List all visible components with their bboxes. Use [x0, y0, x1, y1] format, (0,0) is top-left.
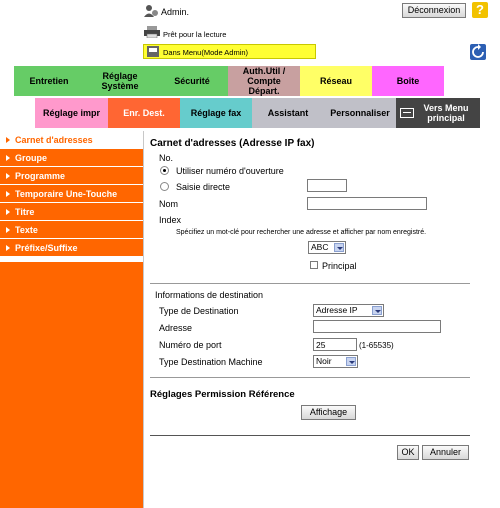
- direct-input-label: Saisie directe: [176, 182, 231, 192]
- port-range: (1-65535): [359, 341, 394, 350]
- tab-reglage-fax[interactable]: Réglage fax: [180, 98, 252, 128]
- arrow-right-icon: [6, 137, 10, 143]
- sidebar-item-carnet-adresses[interactable]: [0, 131, 143, 149]
- arrow-right-icon: [6, 227, 10, 233]
- tab-vers-menu-principal[interactable]: [396, 98, 480, 128]
- arrow-right-icon: [6, 191, 10, 197]
- sidebar-item-label: Programme: [15, 171, 66, 181]
- machine-type-select[interactable]: [313, 355, 358, 368]
- sidebar: [0, 131, 143, 257]
- radio-direct-input[interactable]: [160, 182, 169, 191]
- sidebar-item-titre[interactable]: [0, 203, 143, 221]
- sidebar-item-prefixe-suffixe[interactable]: [0, 239, 143, 257]
- admin-label: Admin.: [161, 7, 190, 17]
- address-input[interactable]: [313, 320, 441, 333]
- tab-personnaliser[interactable]: Personnaliser: [324, 98, 396, 128]
- printer-icon: [144, 26, 160, 38]
- radio-use-open-number[interactable]: [160, 166, 169, 175]
- menu-label: Vers Menu principal: [423, 103, 469, 123]
- machine-type-value: Noir: [316, 356, 332, 366]
- tab-boite[interactable]: Boîte: [372, 66, 444, 96]
- address-label: Adresse: [159, 323, 193, 333]
- display-button[interactable]: Affichage: [301, 405, 356, 420]
- dest-type-value: Adresse IP: [316, 305, 358, 315]
- index-select-value: ABC: [311, 242, 329, 252]
- chevron-down-icon: [334, 243, 344, 252]
- dest-type-label: Type de Destination: [159, 306, 239, 316]
- port-input[interactable]: [313, 338, 357, 351]
- index-label: Index: [159, 215, 182, 225]
- name-label: Nom: [159, 199, 179, 209]
- divider: [150, 377, 470, 378]
- dest-type-select[interactable]: [313, 304, 384, 317]
- machine-type-label: Type Destination Machine: [159, 357, 263, 367]
- no-label: No.: [159, 153, 174, 163]
- tab-entretien[interactable]: Entretien: [14, 66, 84, 96]
- admin-mode-icon: [147, 46, 159, 57]
- port-label: Numéro de port: [159, 340, 222, 350]
- dest-info-label: Informations de destination: [155, 290, 264, 300]
- tab-auth-util[interactable]: Auth.Util / Compte Départ.: [228, 66, 300, 96]
- tab-securite[interactable]: Sécurité: [156, 66, 228, 96]
- arrow-right-icon: [6, 155, 10, 161]
- chevron-down-icon: [346, 357, 356, 366]
- admin-user-icon: [144, 4, 158, 18]
- sidebar-item-label: Préfixe/Suffixe: [15, 243, 78, 253]
- refresh-icon[interactable]: [470, 44, 486, 60]
- menu-icon: [400, 108, 414, 118]
- arrow-right-icon: [6, 173, 10, 179]
- number-input[interactable]: [307, 179, 347, 192]
- tab-reseau[interactable]: Réseau: [300, 66, 372, 96]
- sidebar-item-groupe[interactable]: [0, 149, 143, 167]
- index-hint: Spécifiez un mot-clé pour rechercher une adresse et afficher par nom enregistré.: [176, 229, 427, 236]
- status-text: Prêt pour la lecture: [163, 30, 227, 39]
- sidebar-item-texte[interactable]: [0, 221, 143, 239]
- logout-button[interactable]: Déconnexion: [402, 3, 466, 18]
- arrow-right-icon: [6, 209, 10, 215]
- sidebar-item-temporaire[interactable]: [0, 185, 143, 203]
- use-open-number-label: Utiliser numéro d'ouverture: [176, 166, 284, 176]
- arrow-right-icon: [6, 245, 10, 251]
- index-select[interactable]: [308, 241, 346, 254]
- help-icon[interactable]: ?: [472, 2, 488, 18]
- sidebar-divider: [143, 131, 144, 508]
- sidebar-item-label: Temporaire Une-Touche: [15, 189, 118, 199]
- mode-label: Dans Menu(Mode Admin): [163, 48, 249, 57]
- ok-button[interactable]: OK: [397, 445, 419, 460]
- principal-label: Principal: [322, 261, 357, 271]
- tab-enr-dest[interactable]: Enr. Dest.: [108, 98, 180, 128]
- sidebar-background: [0, 262, 143, 508]
- name-input[interactable]: [307, 197, 427, 210]
- page-title: Carnet d'adresses (Adresse IP fax): [150, 138, 315, 149]
- tab-reglage-impr[interactable]: Réglage impr: [35, 98, 108, 128]
- cancel-button[interactable]: Annuler: [422, 445, 469, 460]
- chevron-down-icon: [372, 306, 382, 315]
- sidebar-item-label: Carnet d'adresses: [15, 135, 93, 145]
- sidebar-item-label: Titre: [15, 207, 35, 217]
- principal-checkbox[interactable]: [310, 261, 318, 269]
- divider: [150, 283, 470, 284]
- sidebar-item-label: Groupe: [15, 153, 48, 163]
- sidebar-item-label: Texte: [15, 225, 38, 235]
- sidebar-item-programme[interactable]: [0, 167, 143, 185]
- permission-title: Réglages Permission Référence: [150, 389, 295, 400]
- tab-assistant[interactable]: Assistant: [252, 98, 324, 128]
- tab-reglage-systeme[interactable]: Réglage Système: [84, 66, 156, 96]
- divider: [150, 435, 470, 436]
